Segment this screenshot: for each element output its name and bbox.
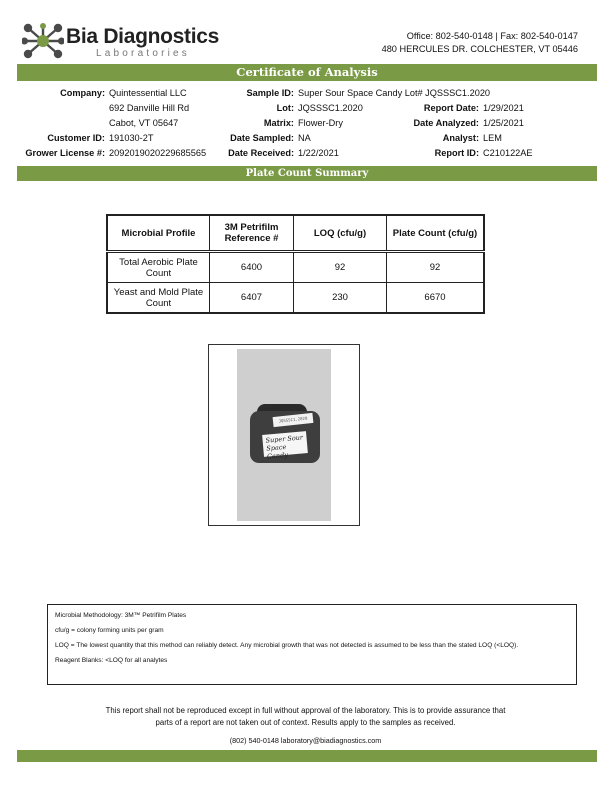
column-header: Plate Count (cfu/g) (387, 215, 485, 252)
table-cell: 92 (294, 252, 387, 283)
info-row: Date Analyzed: 1/25/2021 (383, 116, 533, 131)
report-info (383, 86, 533, 161)
brand-subtitle: Laboratories (96, 48, 190, 59)
methodology-line: LOQ = The lowest quantity that this method can reliably detect. Any microbial growth that was not detected is assumed to be less than the stated LOQ (<LOQ). (55, 642, 519, 649)
info-row: Sample ID: Super Sour Space Candy Lot# JQSSSC1.2020 (200, 86, 490, 101)
report-date-value: 1/29/2021 (483, 103, 524, 113)
bia-logo-icon (22, 22, 64, 60)
table-cell: 6400 (210, 252, 294, 283)
date-analyzed-value: 1/25/2021 (483, 118, 524, 128)
info-row (15, 116, 206, 131)
sample-id-value: Super Sour Space Candy Lot# JQSSSC1.2020 (298, 88, 491, 98)
sample-photo (208, 344, 360, 526)
info-row (15, 101, 206, 116)
brand-name: Bia Diagnostics (66, 25, 220, 48)
plate-count-table (106, 214, 485, 314)
info-row: Date Sampled: NA (200, 131, 490, 146)
info-row: Report Date: 1/29/2021 (383, 101, 533, 116)
section-title: Plate Count Summary (17, 166, 597, 181)
methodology-line: Reagent Blanks: <LOQ for all analytes (55, 657, 168, 664)
methodology-box (47, 604, 577, 685)
column-header: 3M Petrifilm Reference # (210, 215, 294, 252)
methodology-line: cfu/g = colony forming units per gram (55, 627, 164, 634)
address-line: 480 HERCULES DR. COLCHESTER, VT 05446 (381, 44, 578, 54)
lab-contact (382, 30, 578, 56)
table-cell: 92 (387, 252, 485, 283)
column-header: LOQ (cfu/g) (294, 215, 387, 252)
address-city: Cabot, VT 05647 (109, 118, 179, 128)
matrix-value: Flower-Dry (298, 118, 343, 128)
info-row: Grower License #: 2092019020229685565 (15, 146, 206, 161)
info-row (383, 86, 533, 101)
table-cell: Total Aerobic Plate Count (107, 252, 210, 283)
table-cell: 230 (294, 283, 387, 314)
info-row: Analyst: LEM (383, 131, 533, 146)
methodology-line: Microbial Methodology: 3M™ Petrifilm Plates (55, 612, 187, 619)
info-row: Date Received: 1/22/2021 (200, 146, 490, 161)
column-header: Microbial Profile (107, 215, 210, 252)
analyst-value: LEM (483, 133, 502, 143)
disclaimer: This report shall not be reproduced except in full without approval of the laboratory. This is to provide assurance that parts of a report are not taken out of context. Results apply to the samples as received. (105, 706, 506, 727)
date-sampled-value: NA (298, 133, 311, 143)
table-header-row (107, 215, 484, 252)
footer-bar (17, 750, 597, 762)
table-cell: Yeast and Mold Plate Count (107, 283, 210, 314)
brand (66, 25, 219, 59)
table-row (107, 252, 484, 283)
company-value: Quintessential LLC (109, 88, 187, 98)
table-cell: 6670 (387, 283, 485, 314)
office-line: Office: 802-540-0148 | Fax: 802-540-0147 (406, 31, 578, 41)
info-row: Matrix: Flower-Dry (200, 116, 490, 131)
sample-photo-image (237, 349, 331, 521)
info-row: Report ID: C210122AE (383, 146, 533, 161)
customer-id-value: 191030-2T (109, 133, 154, 143)
page-title: Certificate of Analysis (17, 64, 597, 81)
table-cell: 6407 (210, 283, 294, 314)
sample-lot-label: JQSSSC1.2020 (273, 413, 314, 427)
table-row (107, 283, 484, 314)
grower-license-value: 2092019020229685565 (109, 148, 207, 158)
sample-name-label: Super Sour Space Candy (262, 431, 308, 457)
address-street: 692 Danville Hill Rd (109, 103, 190, 113)
report-id-value: C210122AE (483, 148, 533, 158)
footer-contact: (802) 540-0148 laboratory@biadiagnostics.com (229, 736, 382, 745)
info-row: Company: Quintessential LLC (15, 86, 206, 101)
date-received-value: 1/22/2021 (298, 148, 339, 158)
info-row: Lot: JQSSSC1.2020 (200, 101, 490, 116)
lot-value: JQSSSC1.2020 (298, 103, 363, 113)
info-row: Customer ID: 191030-2T (15, 131, 206, 146)
client-info (15, 86, 206, 161)
